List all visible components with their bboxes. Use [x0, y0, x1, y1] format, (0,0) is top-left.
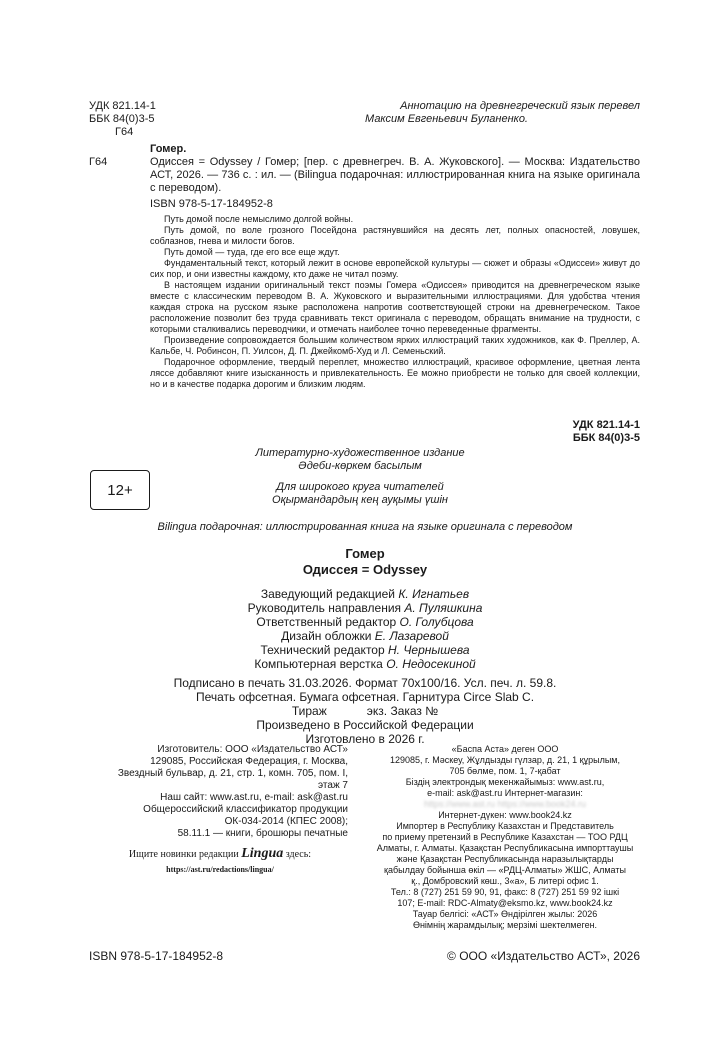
annotation-paragraph: Путь домой после немыслимо долгой войны.: [164, 214, 354, 224]
lingua-logo: Lingua: [241, 846, 284, 861]
codes-right-udk: УДК 821.14-1: [572, 419, 640, 431]
maker-right-line: Тауар белгісі: «АСТ» Өндірілген жылы: 2026: [412, 909, 598, 919]
print-info: [90, 676, 640, 746]
staff-role: Руководитель направления: [247, 601, 402, 615]
print-line-4: Произведено в Российской Федерации: [256, 718, 474, 732]
maker-left-line: Наш сайт: www.ast.ru, e-mail: ask@ast.ru: [160, 792, 348, 803]
audience: [200, 481, 520, 507]
manufacturer-left: [90, 744, 348, 840]
series-title: Bilingua подарочная: иллюстрированная книга на языке оригинала с переводом: [157, 521, 573, 533]
age-rating-badge: 12+: [90, 470, 150, 510]
title-author: Гомер: [345, 546, 385, 561]
staff-name: О. Недосекиной: [386, 657, 476, 671]
annotation-paragraph: Подарочное оформление, твердый переплет, множество иллюстраций, красивое оформление, цветная лента ляссе добавляют книге изысканность и привлекательность. Ее можно приобрести не только для своей коллекции, но и в качестве подарка дорогим и близким людям.: [150, 357, 640, 389]
print-line-3: Тираж экз. Заказ №: [291, 704, 439, 718]
annotation-paragraph: Фундаментальный текст, который лежит в основе европейской культуры — сюжет и образы «Одиссеи» живут до сих пор, и они известны каждому, кто даже не читал поэму.: [150, 258, 640, 279]
manufacturer-right: [370, 744, 640, 931]
staff-name: О. Голубцова: [399, 615, 474, 629]
header-bbk: ББК 84(0)3-5: [89, 113, 155, 125]
edition-line-1: Литературно-художественное издание: [255, 447, 465, 459]
lingua-suffix: здесь:: [285, 849, 312, 860]
maker-right-line: қабылдау бойынша өкіл — «РДЦ-Алматы» ЖШС, Алматы: [384, 865, 626, 875]
staff-name: Е. Лазаревой: [374, 629, 449, 643]
footer-isbn: ISBN 978-5-17-184952-8: [89, 949, 224, 963]
maker-right-line: e-mail: ask@ast.ru Интернет-магазин:: [427, 788, 583, 798]
print-line-5: Изготовлено в 2026 г.: [305, 732, 425, 746]
annotation-paragraph: В настоящем издании оригинальный текст поэмы Гомера «Одиссея» приводится на древнегреческом языке вместе с классическим переводом В. А. Жуковского и выразительными иллюстрациями. Для удобства чтения каждая строка на русском языке расположена напротив соответствующей строки на древнегреческом. Такое расположение позволит без труда сравнивать текст оригинала с переводом, обращать внимание на трудности, с которыми сталкивались переводчики, и отмечать наиболее точно переведенные фрагменты.: [150, 280, 640, 334]
edition-line-3: Для широкого круга читателей: [276, 481, 444, 493]
staff-row: [90, 615, 640, 629]
header-codes: [89, 100, 156, 139]
header-udk: УДК 821.14-1: [89, 100, 156, 112]
header-code: Г64: [115, 126, 134, 138]
staff-row: [90, 629, 640, 643]
staff-role: Технический редактор: [260, 643, 385, 657]
annotation-paragraph: Произведение сопровождается большим количеством ярких иллюстраций таких художников, как Ф. Преллер, А. Кальбе, Ч. Робинсон, П. Уилсон, Д. П. Джейкомб-Худ и Л. Семеньский.: [150, 335, 640, 356]
maker-left-line: 58.11.1 — книги, брошюры печатные: [177, 828, 348, 839]
print-line-1: Подписано в печать 31.03.2026. Формат 70x100/16. Усл. печ. л. 59.8.: [173, 676, 557, 690]
staff-row: [90, 587, 640, 601]
staff-name: К. Игнатьев: [398, 587, 470, 601]
maker-right-line: Алматы, г. Алматы. Қазақстан Республикасына импорттаушы және Қазақстан Республикасында наразылықтарды: [376, 843, 634, 864]
translator-line-1: Аннотацию на древнегреческий язык перевел: [400, 100, 640, 112]
biblio-author: Гомер.: [150, 143, 187, 155]
staff-list: [90, 587, 640, 671]
staff-name: Н. Чернышева: [388, 643, 470, 657]
maker-right-line: 129085, г. Мәскеу, Жұлдызды гүлзар, д. 21, 1 құрылым,: [390, 755, 620, 765]
biblio-entry: Одиссея = Odyssey / Гомер; [пер. с древнегреч. В. А. Жуковского]. — Москва: Издательство АСТ, 2026. — 736 с. : ил. — (Bilingua подарочная: иллюстрированная книга на языке оригинала с переводом).: [150, 156, 640, 194]
translator-note: [280, 100, 640, 126]
biblio-code: Г64: [89, 156, 108, 168]
annotation: [150, 214, 640, 390]
maker-right-line: 107; E-mail: RDC-Almaty@eksmo.kz, www.book24.kz: [397, 898, 613, 908]
staff-role: Заведующий редакцией: [260, 587, 396, 601]
maker-right-line: https://www.ast.ru https://www.book24.ru: [423, 799, 587, 809]
maker-left-line: ОК-034-2014 (КПЕС 2008);: [224, 816, 348, 827]
print-line-2: Печать офсетная. Бумага офсетная. Гарнитура Circe Slab C.: [195, 690, 535, 704]
annotation-paragraph: Путь домой — туда, где его все еще ждут.: [164, 247, 340, 257]
staff-row: [90, 601, 640, 615]
maker-right-line: қ., Домбровский көш., 3«а», Б литері офис 1.: [411, 876, 599, 886]
translator-line-2: Максим Евгеньевич Буланенко.: [365, 113, 528, 125]
maker-right-line: 705 бөлме, пом. 1, 7-қабат: [449, 766, 561, 776]
maker-right-line: Біздің электрондық мекенжайымыз: www.ast.ru,: [405, 777, 605, 787]
title-work: Одиссея = Odyssey: [302, 562, 428, 577]
annotation-paragraph: Путь домой, по воле грозного Посейдона растянувшийся на десять лет, полных опасностей, ловушек, соблазнов, гнева и милости богов.: [150, 225, 640, 246]
maker-left-line: Общероссийский классификатор продукции: [143, 804, 348, 815]
maker-left-line: Изготовитель: ООО «Издательство АСТ»: [157, 744, 348, 755]
staff-role: Компьютерная верстка: [254, 657, 383, 671]
maker-right-line: Импортер в Республику Казахстан и Представитель: [396, 821, 614, 831]
footer-copyright: © ООО «Издательство АСТ», 2026: [447, 949, 640, 963]
biblio-isbn: ISBN 978-5-17-184952-8: [150, 198, 273, 210]
maker-left-line: Звездный бульвар, д. 21, стр. 1, комн. 705, пом. I,: [117, 768, 348, 779]
maker-left-line: этаж 7: [318, 780, 348, 791]
maker-right-line: «Баспа Аста» деген ООО: [451, 744, 559, 754]
codes-right-bbk: ББК 84(0)3-5: [572, 432, 640, 444]
staff-name: А. Пуляшкина: [404, 601, 483, 615]
staff-row: [90, 657, 640, 671]
edition-line-4: Оқырмандардың кең ауқымы үшін: [272, 494, 448, 506]
maker-left-line: 129085, Российская Федерация, г. Москва,: [150, 756, 348, 767]
staff-row: [90, 643, 640, 657]
staff-role: Дизайн обложки: [281, 629, 372, 643]
codes-right: [520, 419, 640, 445]
maker-right-line: Өнімнің жарамдылық; мерзімі шектелмеген.: [412, 920, 598, 930]
lingua-url[interactable]: https://ast.ru/redactions/lingua/: [166, 865, 274, 874]
maker-right-line: по приему претензий в Республике Казахстан — ТОО РДЦ: [382, 832, 628, 842]
lingua-promo: [95, 848, 345, 875]
lingua-prefix: Ищите новинки редакции: [128, 849, 239, 860]
maker-right-line: Интернет-дүкен: www.book24.kz: [438, 810, 572, 820]
staff-role: Ответственный редактор: [256, 615, 397, 629]
edition-line-2: Әдеби-көркем басылым: [298, 460, 422, 472]
edition-type: [200, 447, 520, 473]
maker-right-line: Тел.: 8 (727) 251 59 90, 91, факс: 8 (727) 251 59 92 ішкі: [390, 887, 620, 897]
